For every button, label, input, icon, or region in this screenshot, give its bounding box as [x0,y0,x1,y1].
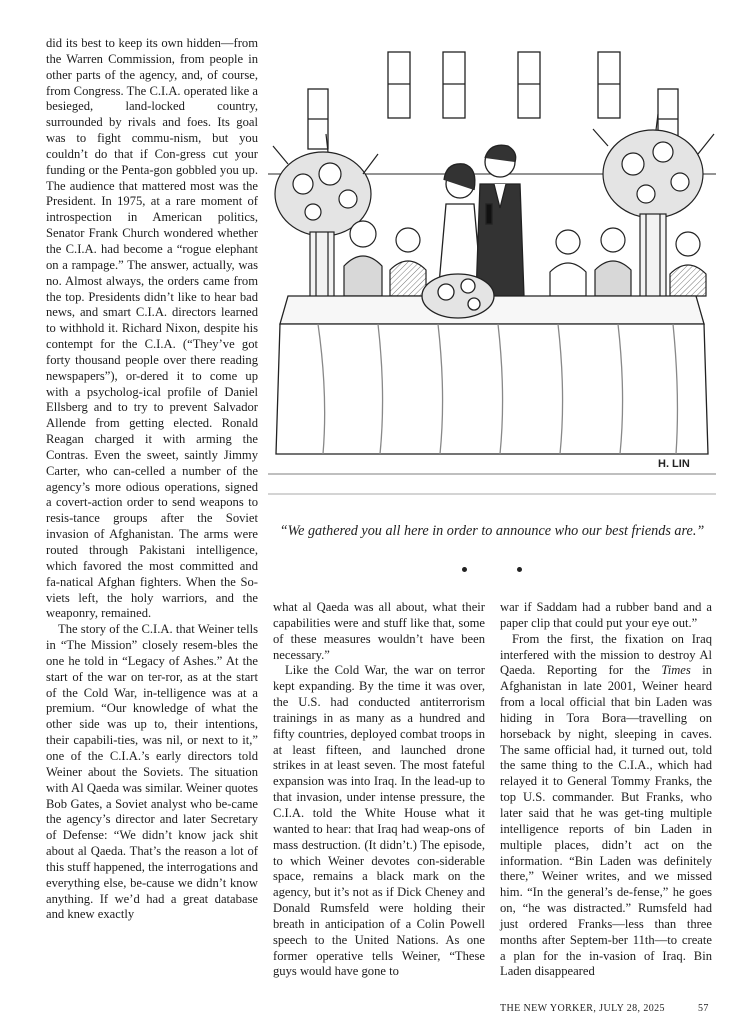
article-paragraph: The story of the C.I.A. that Weiner tells in “The Mission” closely resem-bles the one he told in “Legacy of Ashes.” At the start of the war on ter-ror, as at the start of the Cold War, in-telligence was at a premium. “Our knowledge of what the other side was up to, their intentions, their capabili-ties, was nil, or next to it,” one of the C.I.A.’s early directors told Weiner about the Soviets. The situation with Al Qaeda was similar. Weiner quotes Bob Gates, a Soviet analyst who be-came the agency’s director and later Secretary of Defense: “We didn’t know jack shit about al Qaeda. That’s the reason a lot of this stuff happened, the interrogations and everything else, be-cause we didn’t know anything. If we’d had a great database and knew exactly [46,622,258,922]
window [518,52,540,118]
article-paragraph: Like the Cold War, the war on terror kept expanding. By the time it was over, the U.S. had conducted antiterrorism trainings in as many as a hundred and fifty countries, deployed combat troops in at least fifteen, and launched drone strikes in at least seven. The most fateful expansion was into Iraq. In the lead-up to that invasion, under intense pressure, the C.I.A. told the White House what it wanted to hear: that Iraq had weap-ons of mass destruction. (It didn’t.) The episode, to which Weiner devotes con-siderable space, remains a black mark on the agency, but it’s not as if Dick Cheney and Donald Rumsfeld were holding their breath in anticipation of a Colin Powell speech to the United Nations. As one former operative tells Weiner, “These guys would have gone to [273,663,485,979]
article-column-3 [500,600,712,980]
window [443,52,465,118]
page-number: 57 [698,1003,709,1014]
window [388,52,410,118]
window [598,52,620,118]
cartoon-illustration [268,34,716,516]
couple [438,145,524,296]
head-table [268,274,716,494]
paragraph-text: in Afghanistan in late 2001, Weiner heard from a local official that bin Laden was hiding in Tora Bora—travelling on horseback by night, sleeping in caves. The same official had, it turned out, told the same thing to the C.I.A., which had relayed it to General Tommy Franks, the top U.S. commander. But Franks, who later said that he was get-ting multiple intelligence reports of bin Laden in multiple places, didn’t act on the information. “Bin Laden was definitely there,” Weiner writes, and we missed him. “In the general’s de-fense,” he goes on, “he was distracted.” Rumsfeld had just ordered Franks—less than three months after Septem-ber 11th—to create a plan for the in-vasion of Iraq. Bin Laden disappeared [500,663,713,979]
article-paragraph: war if Saddam had a rubber band and a paper clip that could put your eye out.” [500,600,712,630]
footer-publication: THE NEW YORKER, JULY 28, 2025 [500,1003,665,1014]
section-break-dot [462,567,467,572]
cartoon-caption: “We gathered you all here in order to announce who our best friends are.” [279,523,705,539]
article-paragraph [500,632,712,981]
section-break-dot [517,567,522,572]
article-paragraph: what al Qaeda was all about, what their capabilities were and stuff like that, some of these measures wouldn’t have been necessary.” [273,600,485,662]
article-paragraph: did its best to keep its own hidden—from the Warren Commission, from people in other parts of the agency, and, of course, from Congress. The C.I.A. operated like a besieged, land-locked country, surrounded by rivals and foes. Its goal was to fight commu-nism, but you couldn’t do that if Con-gress cut your funding or the Penta-gon gobbled you up. The audience that mattered most was the President. In 1975, at a rare moment of introspection in American politics, Senator Frank Church wondered whether the C.I.A. had become a “rogue elephant on a rampage.” The answer, actually, was no. Almost always, the orders came from the top. Presidents didn’t like to hear bad news, and smart C.I.A. directors learned to withhold it. Richard Nixon, despite his contempt for the C.I.A. (“They’ve got forty thousand people over there reading newspapers”), or-dered it to come up with a psycholog-ical profile of Daniel Ellsberg and to try to prevent Salvador Allende from getting elected. Ronald Reagan charged it with arming the Contras. Even the sweet, saintly Jimmy Carter, who can-celled a number of the agency’s more odious operations, signed a covert-action order to send weapons to resis-tance groups after the Soviet invasion of Afghanistan. The arms were routed through Pakistani intelligence, which favored the most committed and fa-natical Afghan fighters. When the So-viets left, the holy warriors, and the weaponry, remained. [46,36,258,621]
publication-title: Times [661,663,691,678]
article-column-1 [46,36,258,923]
paragraph-text: From the first, the fixation on Iraq interfered with the mission to destroy Al Qaeda. Reporting for the [500,631,712,678]
artist-signature: H. LIN [658,458,690,470]
article-column-2 [273,600,485,980]
